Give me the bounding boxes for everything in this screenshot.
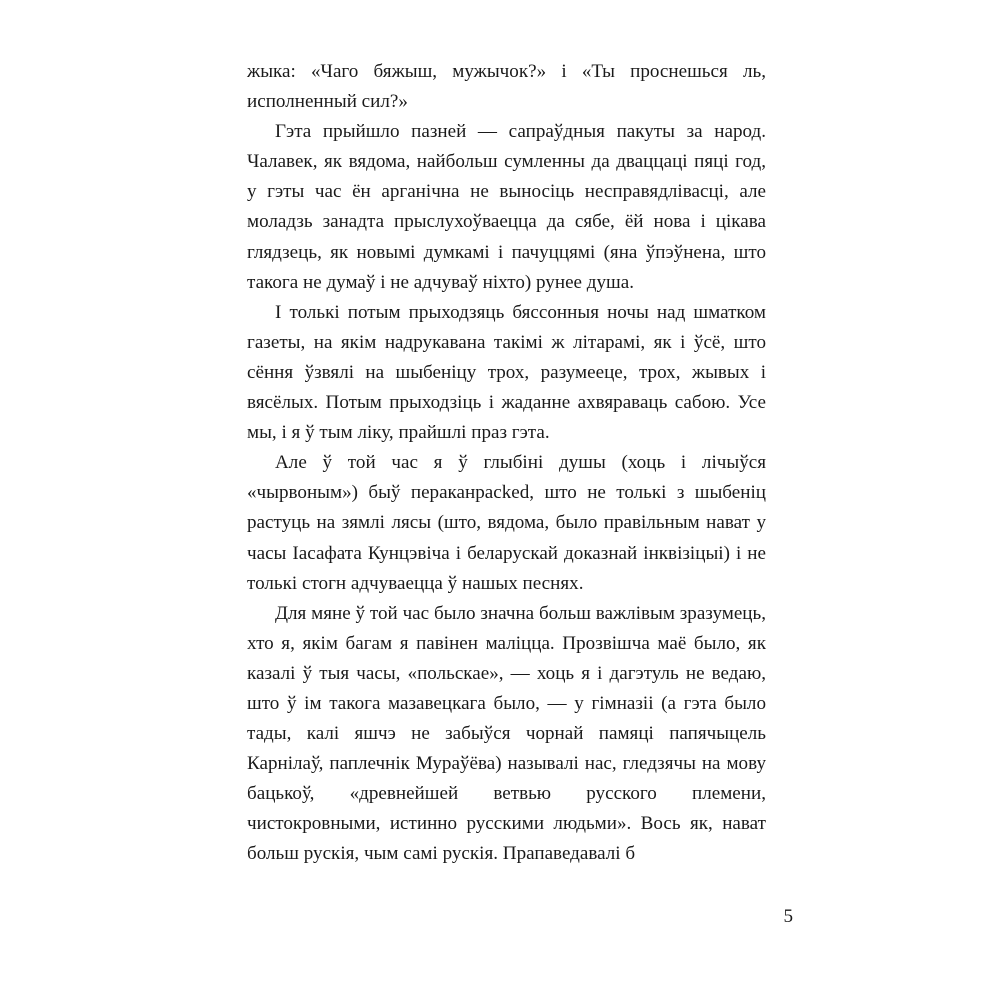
page-number: 5: [783, 906, 793, 927]
paragraph-3: Але ў той час я ў глыбіні душы (хоць і лічыўся «чырвоным») быў пераканpacked, што не толькі з шыбеніц растуць на зямлі лясы (што, вядома, было правільным нават у часы Іасафата Кунцэвіча і беларускай доказнай інквізіцыі) і не толькі стогн адчуваецца ў нашых песнях.: [247, 452, 766, 594]
paragraph-1: Гэта прыйшло пазней — сапраўдныя пакуты за народ. Чалавек, як вядома, найбольш сумленны да дваццаці пяці год, у гэты час ён арганічна не выносіць несправядлівасці, але моладзь занадта прыслухоўваецца да сябе, ёй нова і цікава глядзець, як новымі думкамі і пачуццямі (яна ўпэўнена, што такога не думаў і не адчуваў ніхто) рунее душа.: [247, 121, 766, 293]
paragraph-continued: жыка: «Чаго бяжыш, мужычок?» і «Ты проснешься ль, исполненный сил?»: [247, 61, 766, 113]
paragraph-4: Для мяне ў той час было значна больш важлівым зразумець, хто я, якім багам я павінен маліцца. Прозвішча маё было, як казалі ў тыя часы, «польскае», — хоць я і дагэтуль не ведаю, што ў ім такога мазавецкага было, — у гімназіі (а гэта было тады, калі яшчэ не забыўся чорнай памяці папячыцель Карнілаў, паплечнік Мураўёва) называлі нас, гледзячы на мову бацькоў, «древнейшей ветвью русского племени, чистокровными, истинно русскими людьми». Вось як, нават больш рускія, чым самі рускія. Прапаведавалі б: [247, 602, 766, 865]
page-text-block: [247, 57, 766, 870]
paragraph-2: І толькі потым прыходзяць бяссонныя ночы над шматком газеты, на якім надрукавана такімі ж літарамі, як і ўсё, што сёння ўзвялі на шыбеніцу трох, разумееце, трох, жывых і вясёлых. Потым прыходзіць і жаданне ахвяраваць сабою. Усе мы, і я ў тым ліку, прайшлі праз гэта.: [247, 301, 766, 444]
